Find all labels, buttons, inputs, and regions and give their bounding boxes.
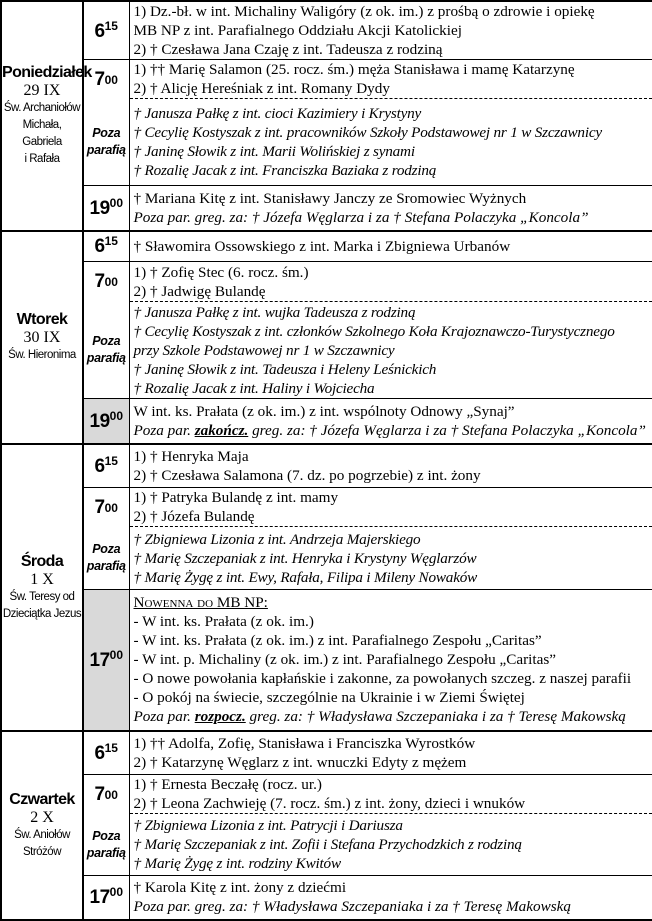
mass-intentions: † Karola Kitę z int. żony z dziećmi Poza par. greg. za: † Władysława Szczepaniaka i za † Teresę Makowską <box>129 876 652 920</box>
mass-row <box>1 731 652 775</box>
mass-time: 7 00 Poza parafią <box>83 262 129 399</box>
poza-parafia-intentions: † Janusza Pałkę z int. cioci Kazimiery i Krystyny † Cecylię Kostyszak z int. pracowników Szkoły Podstawowej nr 1 w Szczawnicy † Janinę Słowik z int. Marii Wolińskiej z synami † Rozalię Jacak z int. Franciszka Baziaka z rodziną <box>129 99 652 186</box>
mass-time: $19^{00}$ <box>83 399 129 444</box>
mass-intentions: † Mariana Kitę z int. Stanisławy Janczy ze Sromowiec Wyżnych Poza par. greg. za: † Józefa Węglarza i za † Stefana Polaczyka „Koncola” <box>129 186 652 231</box>
mass-intentions: 1) † Patryka Bulandę z int. mamy 2) † Józefa Bulandę <box>129 488 652 527</box>
mass-intentions: 1) † Zofię Stec (6. rocz. śm.) 2) † Jadwigę Bulandę <box>129 262 652 302</box>
mass-row <box>1 775 652 814</box>
day-name: Czwartek <box>2 790 82 809</box>
poza-parafia-intentions: † Janusza Pałkę z int. wujka Tadeusza z rodziną † Cecylię Kostyszak z int. członków Szkolnego Koła Krajoznawczo-Turystycznego przy Szkole Podstawowej nr 1 w Szczawnicy † Janinę Słowik z int. Tadeusza i Heleny Leśnickich † Rozalię Jacak z int. Haliny i Wojciecha <box>129 302 652 399</box>
gregorian-note: Poza par. rozpocz. greg. za: † Władysława Szczepaniaka i za † Teresę Makowską <box>134 707 652 726</box>
gregorian-note: Poza par. zakończ. greg. za: † Józefa Węglarza i za † Stefana Polaczyka „Koncola” <box>134 421 652 440</box>
day-saint: Św. Hieronima <box>2 347 82 364</box>
day-date: 30 IX <box>2 329 82 347</box>
mass-row <box>1 1 652 60</box>
day-cell-monday <box>1 1 83 231</box>
day-cell-thursday <box>1 731 83 920</box>
day-date: 1 X <box>2 571 82 589</box>
mass-intentions: W int. ks. Prałata (z ok. im.) z int. wspólnoty Odnowy „Synaj” Poza par. zakończ. greg. za: † Józefa Węglarza i za † Stefana Polaczyka „Koncola” <box>129 399 652 444</box>
day-name: Środa <box>2 552 82 571</box>
mass-time: $19^{00}$ <box>83 186 129 231</box>
day-date: 2 X <box>2 809 82 827</box>
mass-time: $6^{15}$ <box>83 444 129 488</box>
mass-time: $6^{15}$ <box>83 1 129 60</box>
mass-row <box>1 444 652 488</box>
day-saint: Św. Teresy od Dzieciątka Jezus <box>2 589 82 623</box>
mass-time: $17^{00}$ <box>83 876 129 920</box>
gregorian-note: Poza par. greg. za: † Władysława Szczepaniaka i za † Teresę Makowską <box>134 897 652 916</box>
mass-intentions: 1) Dz.-bł. w int. Michaliny Waligóry (z ok. im.) z prośbą o zdrowie i opiekę MB NP z int. Parafialnego Oddziału Akcji Katolickiej 2) † Czesława Jana Czaję z int. Tadeusza z rodziną <box>129 1 652 60</box>
mass-row <box>1 262 652 302</box>
day-name: Poniedziałek <box>2 63 82 82</box>
novena-heading: Nowenna do MB NP: <box>134 593 652 612</box>
poza-parafia-label: Poza parafią <box>84 99 129 185</box>
mass-time: 7 00 Poza parafią <box>83 775 129 876</box>
mass-row <box>1 60 652 99</box>
gregorian-status: zakończ. <box>195 422 249 439</box>
mass-time: 7 00 Poza parafią <box>83 60 129 186</box>
mass-row <box>1 876 652 920</box>
day-cell-wednesday <box>1 444 83 731</box>
mass-intentions: 1) †† Marię Salamon (25. rocz. śm.) męża Stanisława i mamę Katarzynę 2) † Alicję Hereśniak z int. Romany Dydy <box>129 60 652 99</box>
poza-parafia-label: Poza parafią <box>84 302 129 398</box>
gregorian-note: Poza par. greg. za: † Józefa Węglarza i za † Stefana Polaczyka „Koncola” <box>134 208 652 227</box>
day-saint: Św. Archaniołów Michała, Gabriela i Rafała <box>2 100 82 168</box>
mass-row <box>1 231 652 262</box>
mass-row <box>1 186 652 231</box>
poza-parafia-intentions: † Zbigniewa Lizonia z int. Patrycji i Dariusza † Marię Szczepaniak z int. Zofii i Stefana Przychodzkich z rodziną † Marię Żygę z int. rodziny Kwitów <box>129 814 652 876</box>
poza-parafia-intentions: † Zbigniewa Lizonia z int. Andrzeja Majerskiego † Marię Szczepaniak z int. Henryka i Krystyny Węglarzów † Marię Żygę z int. Ewy, Rafała, Filipa i Mileny Nowaków <box>129 527 652 590</box>
mass-time: $6^{15}$ <box>83 231 129 262</box>
mass-intentions: 1) †† Adolfa, Zofię, Stanisława i Franciszka Wyrostków 2) † Katarzynę Węglarz z int. wnuczki Edyty z mężem <box>129 731 652 775</box>
mass-time: $6^{15}$ <box>83 731 129 775</box>
mass-intentions: Nowenna do MB NP: - W int. ks. Prałata (z ok. im.) - W int. ks. Prałata (z ok. im.) z int. Parafialnego Zespołu „Caritas” - W int. p. Michaliny (z ok. im.) z int. Parafialnego Zespołu „Caritas” - O nowe powołania kapłańskie i zakonne, za powołanych szczeg. z naszej parafii - O pokój na świecie, szczególnie na Ukrainie i w Ziemi Świętej Poza par. rozpocz. greg. za: † Władysława Szczepaniaka i za † Teresę Makowską <box>129 590 652 731</box>
mass-time: $17^{00}$ <box>83 590 129 731</box>
mass-intentions: 1) † Ernesta Beczałę (rocz. ur.) 2) † Leona Zachwieję (7. rocz. śm.) z int. żony, dzieci i wnuków <box>129 775 652 814</box>
poza-parafia-label: Poza parafią <box>84 527 129 589</box>
mass-row <box>1 590 652 731</box>
day-name: Wtorek <box>2 310 82 329</box>
poza-parafia-label: Poza parafią <box>84 814 129 875</box>
mass-intentions: † Sławomira Ossowskiego z int. Marka i Zbigniewa Urbanów <box>129 231 652 262</box>
day-cell-tuesday <box>1 231 83 444</box>
mass-intentions: 1) † Henryka Maja 2) † Czesława Salamona (7. dz. po pogrzebie) z int. żony <box>129 444 652 488</box>
mass-row <box>1 399 652 444</box>
day-saint: Św. Aniołów Stróżów <box>2 827 82 861</box>
gregorian-status: rozpocz. <box>195 708 246 725</box>
mass-row <box>1 488 652 527</box>
day-date: 29 IX <box>2 82 82 100</box>
mass-time: 7 00 Poza parafią <box>83 488 129 590</box>
